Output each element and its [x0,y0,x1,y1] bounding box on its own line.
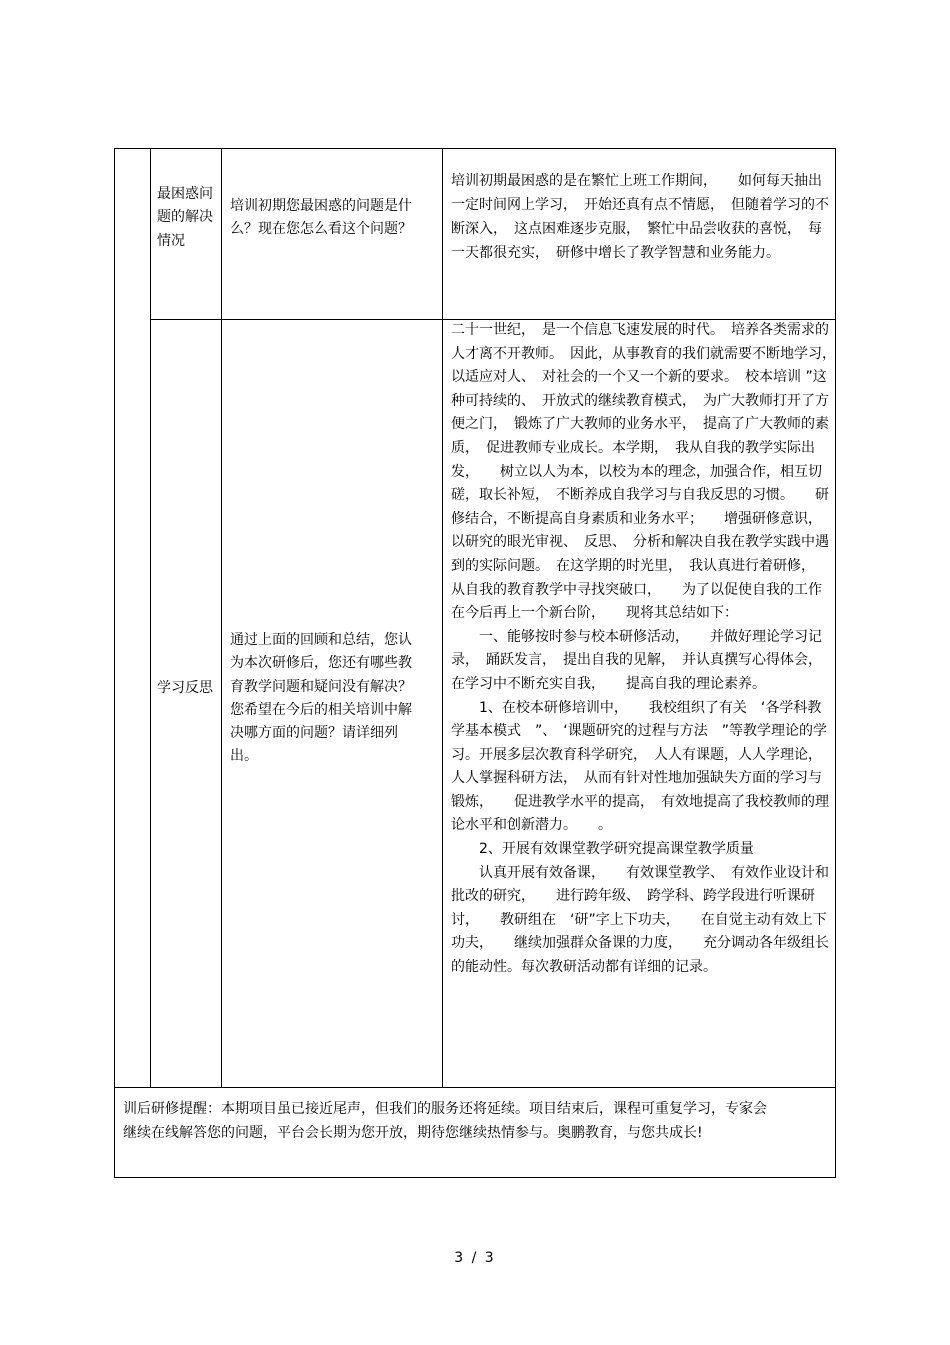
row2-paragraph-3: 1、在校本研修培训中， 我校组织了有关 ‘各学科教学基本模式 ”、 ‘课题研究的过程与方法 ”等教学理论的学习。开展多层次教育科学研究， 人人有课题，人人学理论， 人人掌握科研方法， 从而有针对性地加强缺失方面的学习与锻炼， 促进教学水平的提高， 有效地提高了我校教师的理论水平和创新潜力。 。 [451,699,829,834]
form-table [114,148,843,1178]
row2-paragraph-2: 一、能够按时参与校本研修活动， 并做好理论学习记录， 踊跃发言， 提出自我的见解， 并认真撰写心得体会， 在学习中不断充实自我， 提高自我的理论素养。 [451,628,829,692]
row1-answer [451,169,829,265]
row2-question [230,629,412,769]
row2-label-text: 学习反思 [157,680,213,696]
table-divider [115,1087,836,1088]
row2-paragraph-1: 二十一世纪， 是一个信息飞速发展的时代。 培养各类需求的人才离不开教师。 因此，从事教育的我们就需要不断地学习， 以适应对人、 对社会的一个又一个新的要求。 校本培训 ”这种可持续的、 开放式的继续教育模式， 为广大教师打开了方便之门， 锻炼了广大教师的业务水平， 提高了广大教师的素质， 促进教师专业成长。本学期， 我从自我的教学实际出发， 树立以人为本，以校为本的理念，加强合作，相互切磋，取长补短， 不断养成自我学习与自我反思的习惯。 研修结合，不断提高自身素质和业务水平； 增强研修意识，以研究的眼光审视、 反思、 分析和解决自我在教学实践中遇到的实际问题。 在这学期的时光里， 我认真进行着研修， 从自我的教育教学中寻找突破口， 为了以促使自我的工作在今后再上一个新台阶， 现将其总结如下： [451,322,843,622]
footer-reminder [123,1097,773,1145]
footer-reminder-text: 训后研修提醒：本期项目虽已接近尾声，但我们的服务还将延续。项目结束后，课程可重复学习，专家会继续在线解答您的问题，平台会长期为您开放，期待您继续热情参与。奥鹏教育，与您共成长! [123,1101,767,1141]
row1-label [157,183,217,253]
row2-paragraph-5: 认真开展有效备课， 有效课堂教学、 有效作业设计和批改的研究， 进行跨年级、 跨学科、跨学段进行听课研讨， 教研组在 ‘研”字上下功夫， 在自觉主动有效上下功夫， 继续加强群众备课的力度， 充分调动各年级组长的能动性。每次教研活动都有详细的记录。 [451,864,829,976]
table-divider [221,149,222,1087]
row1-answer-text: 培训初期最困惑的是在繁忙上班工作期间， 如何每天抽出一定时间网上学习， 开始还真有点不情愿， 但随着学习的不断深入， 这点困难逐步克服， 繁忙中品尝收获的喜悦， 每一天都很充实， 研修中增长了教学智慧和业务能力。 [451,173,829,261]
table-divider [442,149,443,1087]
row1-question-text: 培训初期您最困惑的问题是什么？现在您怎么看这个问题？ [230,198,412,238]
row1-question [230,195,430,242]
row1-label-text: 最困惑问题的解决情况 [157,186,213,249]
row2-question-text: 通过上面的回顾和总结，您认为本次研修后，您还有哪些教育教学问题和疑问没有解决？您希望在今后的相关培训中解决哪方面的问题？请详细列出。 [230,632,412,765]
row2-label [157,677,217,700]
table-divider [150,149,151,1087]
page-number: 3 / 3 [454,1250,496,1266]
row2-answer [451,319,843,980]
row2-paragraph-4: 2、开展有效课堂教学研究提高课堂教学质量 [479,841,754,858]
